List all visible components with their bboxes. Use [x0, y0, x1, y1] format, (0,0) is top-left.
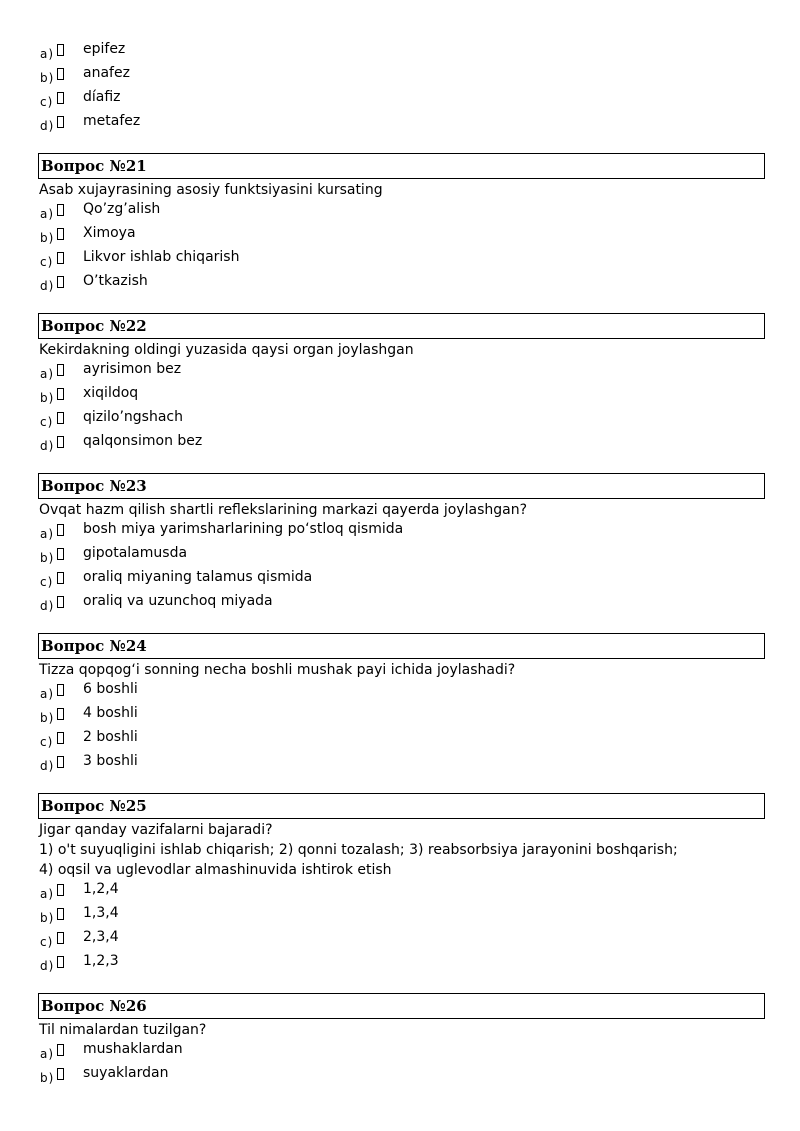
option-letter: a)	[40, 207, 55, 221]
question-24	[0, 633, 800, 776]
option-letter: b)	[40, 911, 55, 925]
option-checkbox-icon[interactable]	[57, 436, 64, 448]
option-letter: d)	[40, 119, 55, 133]
option-letter: a)	[40, 1047, 55, 1061]
option-letter: a)	[40, 887, 55, 901]
option-checkbox-icon[interactable]	[57, 884, 64, 896]
option-a[interactable]	[0, 880, 800, 904]
option-letter: d)	[40, 759, 55, 773]
option-checkbox-icon[interactable]	[57, 756, 64, 768]
option-text: Qo’zg’alish	[83, 201, 161, 217]
options-list	[0, 880, 800, 976]
option-checkbox-icon[interactable]	[57, 276, 64, 288]
option-text: qalqonsimon bez	[83, 433, 203, 449]
question-title: Вопрос №22	[41, 317, 147, 335]
option-checkbox-icon[interactable]	[57, 732, 64, 744]
option-text: 4 boshli	[83, 705, 138, 721]
question-22	[0, 313, 800, 456]
question-text-line: Ovqat hazm qilish shartli reflekslarining markazi qayerda joylashgan?	[39, 502, 528, 518]
question-title: Вопрос №23	[41, 477, 147, 495]
options-list	[0, 680, 800, 776]
question-text-line: Kekirdakning oldingi yuzasida qaysi organ joylashgan	[39, 342, 414, 358]
options-list	[0, 520, 800, 616]
option-letter: a)	[40, 527, 55, 541]
option-checkbox-icon[interactable]	[57, 684, 64, 696]
option-checkbox-icon[interactable]	[57, 908, 64, 920]
question-title: Вопрос №25	[41, 797, 147, 815]
option-text: 3 boshli	[83, 753, 138, 769]
options-list	[0, 360, 800, 456]
option-text: suyaklardan	[83, 1065, 169, 1081]
option-checkbox-icon[interactable]	[57, 572, 64, 584]
option-letter: b)	[40, 71, 55, 85]
option-letter: b)	[40, 1071, 55, 1085]
question-text	[39, 819, 800, 880]
option-checkbox-icon[interactable]	[57, 252, 64, 264]
question-title: Вопрос №26	[41, 997, 147, 1015]
option-letter: a)	[40, 47, 55, 61]
question-header	[38, 473, 765, 499]
option-checkbox-icon[interactable]	[57, 364, 64, 376]
question-25	[0, 793, 800, 976]
option-letter: c)	[40, 415, 54, 429]
option-d[interactable]	[0, 952, 800, 976]
question-header	[38, 633, 765, 659]
option-text: anafez	[83, 65, 130, 81]
question-title: Вопрос №21	[41, 157, 147, 175]
option-text: oraliq va uzunchoq miyada	[83, 593, 273, 609]
option-letter: a)	[40, 367, 55, 381]
option-checkbox-icon[interactable]	[57, 412, 64, 424]
option-checkbox-icon[interactable]	[57, 1044, 64, 1056]
option-checkbox-icon[interactable]	[57, 388, 64, 400]
option-text: mushaklardan	[83, 1041, 183, 1057]
option-letter: b)	[40, 711, 55, 725]
option-c[interactable]	[0, 928, 800, 952]
option-text: qizilo’ngshach	[83, 409, 183, 425]
option-d[interactable]	[0, 752, 800, 776]
option-text: 2,3,4	[83, 929, 119, 945]
previous-question-options	[0, 40, 800, 136]
option-text: bosh miya yarimsharlarining po‘stloq qismida	[83, 521, 404, 537]
option-letter: c)	[40, 735, 54, 749]
option-text: epifez	[83, 41, 126, 57]
option-checkbox-icon[interactable]	[57, 524, 64, 536]
option-text: gipotalamusda	[83, 545, 188, 561]
question-text-line: Asab xujayrasining asosiy funktsiyasini kursating	[39, 182, 383, 198]
option-letter: a)	[40, 687, 55, 701]
option-text: 2 boshli	[83, 729, 138, 745]
question-header	[38, 993, 765, 1019]
option-text: metafez	[83, 113, 141, 129]
option-text: 1,3,4	[83, 905, 119, 921]
options-list	[0, 200, 800, 296]
option-checkbox-icon[interactable]	[57, 708, 64, 720]
question-text-line: 1) o't suyuqligini ishlab chiqarish; 2) qonni tozalash; 3) reabsorbsiya jarayonini boshqarish;	[39, 842, 678, 858]
option-checkbox-icon[interactable]	[57, 1068, 64, 1080]
option-checkbox-icon[interactable]	[57, 68, 64, 80]
question-title: Вопрос №24	[41, 637, 147, 655]
option-checkbox-icon[interactable]	[57, 116, 64, 128]
option-checkbox-icon[interactable]	[57, 596, 64, 608]
option-text: xiqildoq	[83, 385, 139, 401]
option-d[interactable]	[0, 432, 800, 456]
option-b[interactable]	[0, 1064, 800, 1088]
question-text-line: 4) oqsil va uglevodlar almashinuvida ishtirok etish	[39, 862, 392, 878]
question-text-line: Jigar qanday vazifalarni bajaradi?	[39, 822, 273, 838]
option-text: Ximoya	[83, 225, 136, 241]
question-23	[0, 473, 800, 616]
option-letter: b)	[40, 391, 55, 405]
options-list	[0, 1040, 800, 1088]
option-text: 6 boshli	[83, 681, 138, 697]
option-letter: d)	[40, 959, 55, 973]
option-letter: c)	[40, 935, 54, 949]
question-header	[38, 793, 765, 819]
option-letter: b)	[40, 551, 55, 565]
option-checkbox-icon[interactable]	[57, 92, 64, 104]
option-letter: d)	[40, 439, 55, 453]
option-b[interactable]	[0, 904, 800, 928]
option-d[interactable]	[0, 112, 800, 136]
option-text: Likvor ishlab chiqarish	[83, 249, 240, 265]
question-21	[0, 153, 800, 296]
option-checkbox-icon[interactable]	[57, 44, 64, 56]
question-header	[38, 153, 765, 179]
question-text-line: Tizza qopqog‘i sonning necha boshli mushak payi ichida joylashadi?	[39, 662, 516, 678]
option-d[interactable]	[0, 272, 800, 296]
option-letter: c)	[40, 575, 54, 589]
option-text: oraliq miyaning talamus qismida	[83, 569, 313, 585]
question-26	[0, 993, 800, 1088]
option-d[interactable]	[0, 592, 800, 616]
option-text: 1,2,4	[83, 881, 119, 897]
option-text: ayrisimon bez	[83, 361, 182, 377]
option-letter: c)	[40, 255, 54, 269]
option-checkbox-icon[interactable]	[57, 548, 64, 560]
question-text-line: Til nimalardan tuzilgan?	[39, 1022, 207, 1038]
question-header	[38, 313, 765, 339]
option-checkbox-icon[interactable]	[57, 956, 64, 968]
option-checkbox-icon[interactable]	[57, 204, 64, 216]
option-letter: c)	[40, 95, 54, 109]
option-checkbox-icon[interactable]	[57, 932, 64, 944]
question-text	[39, 659, 800, 680]
option-checkbox-icon[interactable]	[57, 228, 64, 240]
option-text: 1,2,3	[83, 953, 119, 969]
option-text: díafiz	[83, 89, 121, 105]
option-text: O’tkazish	[83, 273, 148, 289]
option-letter: d)	[40, 599, 55, 613]
option-letter: b)	[40, 231, 55, 245]
option-letter: d)	[40, 279, 55, 293]
